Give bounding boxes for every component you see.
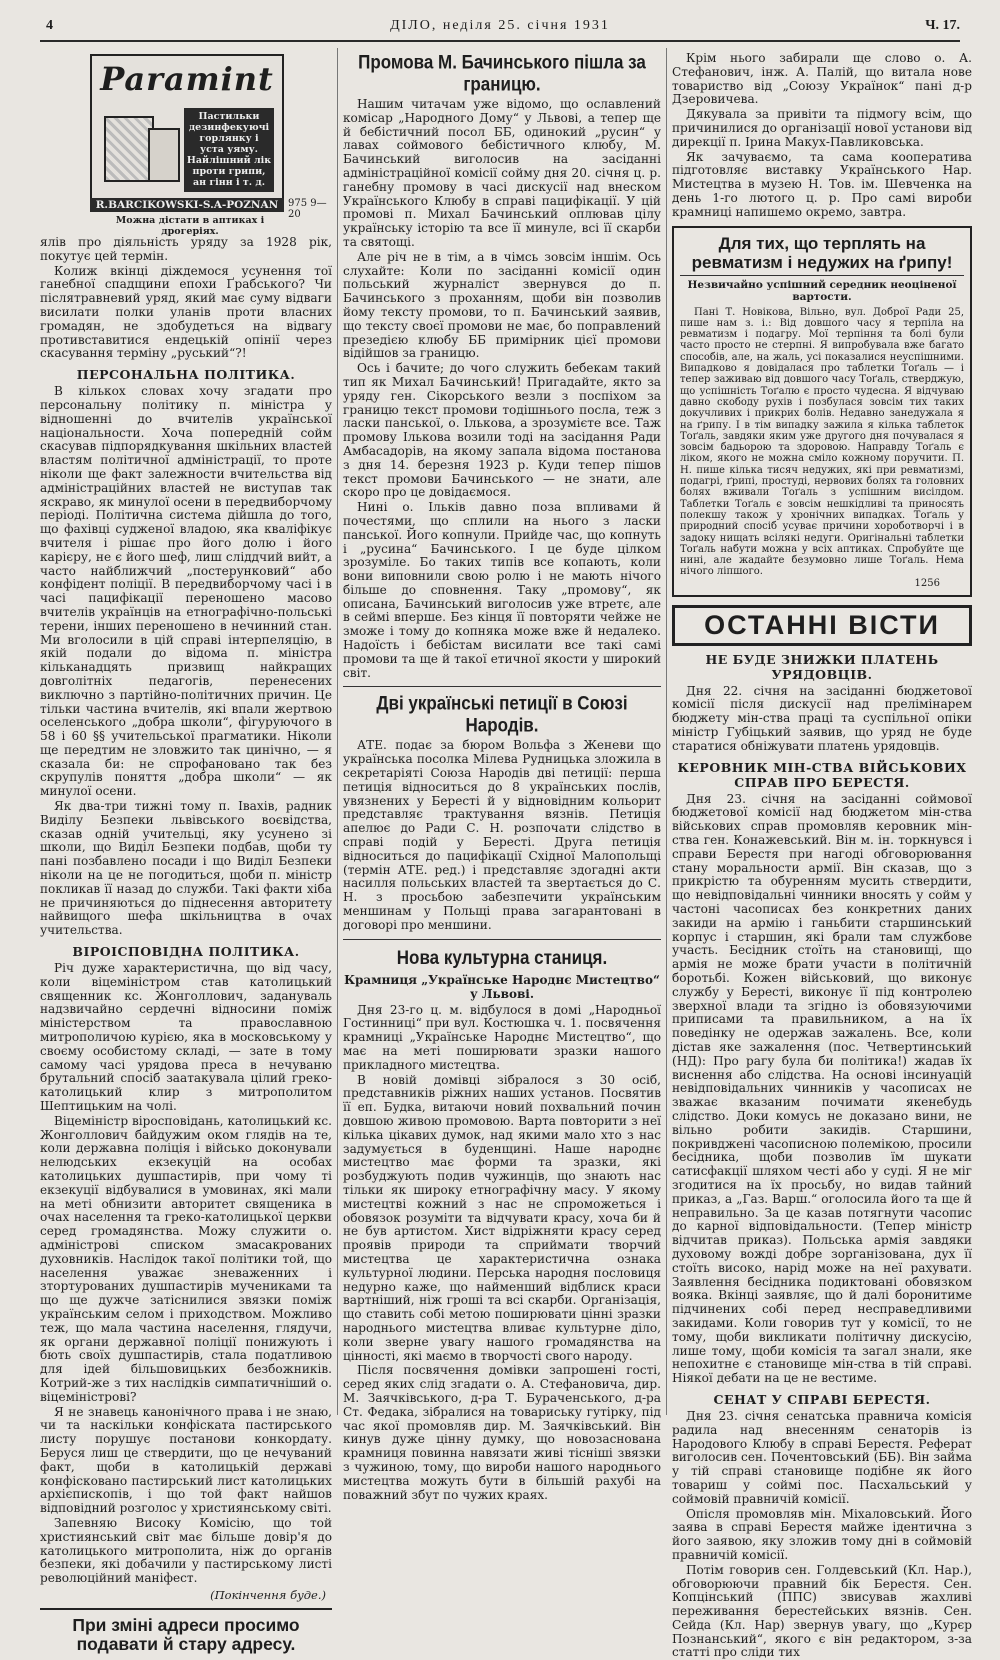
article-subheadline: Крамниця „Українське Народнє Мистецтво“ у Львові. [344, 972, 660, 1001]
news-paragraph: Дня 23. січня на засіданні соймової бюджетової комісії над бюджетом мін-ства військових справ промовляв керовник мін-ства ген. Конажевський. Він м. ін. торкнувся і справи Берестя при нагоді обговорювання стану моральности армії. Він сказав, що з прикрістю та обуренням мусить ствердити, що невідповідальні чинники вносять у сойм у частоні часописах без конкретних даних закиди на армію і ганьбити старшинський корпус і старшин, які брали там службове участь. Бесідник стоїть на становищі, що армія не може брати участи в політичній боротьбі. Кожен військовий, що виконує службу у Бересті, виконує її під контролею зверхної влади та згідно із обовязуючими приписами та правильником, а на їх поведінку не одержав зажалень. Все, коли дістав яке зажалення (пос. Четвертинський (НД): Про рагу була би політика!) жадав їх виснення або слідства. На основі інсинуацій невідповідальних чинників у часописах не зважає вказаним почимати якенебудь слідство. Доки комусь не доказано вини, не вільно робити закидів. Старшини, покривджені часописною полемікою, просили бесідника, щоби позволив їм шукати сатисфакції шляхом честі або у суді. Я не міг згодитися на їх просьбу, но видав тайний приказ, а „Газ. Варш.“ оголосила його та ще й неправильно. За це казав потягнути часопис до карної відповідальности. (Тепер міністр відчитав приказ). Польська армія завдяки духовому вожді добре зорганізована, дух її стоїть високо, нарід може на неї рахувати. Заявлення бесідника подиктовані обовязком вояка. Вкінці заявляє, що й далі боронитиме підчинених собі перед несправедливими закидами. Коли говорив тут у комісії, то не тому, щоби викликати політичну дискусію, лише тому, щоби комісія та загал знали, яке непохитне є становище мін-ства в тій справі. Ніякої дебати на це не вестиме. [672, 791, 972, 1386]
news-paragraph: Дня 23. січня сенатська правнича комісія радила над внесенням сенаторів із Народового Клюбу в справі Берестя. Реферат виголосив сен. Почентовський (ББ). Він займа у тій справі становище подібне як його товариш у соймі пос. Пасхальський у соймовій правничій комісії. [672, 1408, 972, 1506]
news-paragraph: Опісля промовляв мін. Міхаловський. Його заява в справі Берестя майже ідентична з його заявою, яку зложив тому дні в соймовій правничій комісії. [672, 1506, 972, 1562]
paramint-logo: Paramint [100, 60, 274, 98]
article-paragraph: Нашим читачам уже відомо, що ославлений комісар „Народного Дому“ у Львові, а тепер ще й бебістичний посол ББ, одинокий „русин“ у лавах соймового бебістичного клюбу, М. Бачинський виголосив на засіданні адміністраційної комісії сойму дня 20. січня ц. р. ганебну промову в часі дискусії над внеском Українського Клюбу в справі пацифікації. У цій промові п. Михал Бачинський оплював цілу українську історію та все її минуле, всі її скарби та святощі. [343, 97, 661, 249]
news-heading: СЕНАТ У СПРАВІ БЕРЕСТЯ. [713, 1391, 931, 1407]
article-separator [343, 686, 661, 687]
header-rule [40, 40, 960, 42]
medicine-bottle-icon [148, 128, 180, 182]
ad-number: 975 9—20 [288, 198, 327, 220]
article-paragraph: Ось і бачите; до чого служить бебекам такий тип як Михал Бачинський! Пригадайте, якто за уряду ген. Сікорського везли з поспіхом за границю текст промови тодішнього посла, теж з ласки панської, о. Ількова, а зрозумієте все. Таж промову Ількова возили тоді на засідання Ради Амбасадорів, на якому запала відома постанова з дня 14. березня 1923 р. Куди тепер пішов текст промови Бачинського — не знати, але скоро про це довідаємося. [343, 361, 661, 500]
right-column [672, 51, 972, 1660]
left-column [40, 52, 332, 1654]
article-paragraph: В кількох словах хочу згадати про персональну політику п. міністра у відношенні до вчителів української національности. Хоча попередній сойм скасував підпорядкування шкільних властей властям політичної адміністрації, то проте ніколи ще факт залежности вчительства від адміністраційних властей не виступав так яскраво, як минулої осени в передвиборчому періоді. Політична система дійшла до того, що фахівці судженої владою, яка кваліфікує вчителя і рішає про його долю і його карієру, не є його шеф, лиш сліддчий вийт, а часто найближчий „постерунковий“ або конфідент поліції. В передвиборчому часі і в часі пацифікації переношено масово вчителів українців на етнографічно-польські терени, інших переношено в нечинний стан. Ми вголосили в цій справі інтерпеляцію, в якій подали до відома п. міністра кільканадцять призвищ найкращих довголітніх педагогів, перенесених виключно з партійно-політичних причин. Це тільки частина вчителів, які впали жертвою оселенського „добра школи“, фігуруючого в 58 і 60 §§ учительської прагматики. Ніколи ще передтим не зловжито так цинічно, — я сказала би: не спрофановано так без скрупулів поняття „добра школи“ — як минулої осени. [40, 384, 332, 799]
togal-ad [672, 226, 972, 597]
paramint-ad [40, 52, 332, 237]
article-paragraph: Колиж вкінці діждемося усунення тої ганебної спадщини епохи Ґрабського? Чи післятравневий уряд, який має суму відваги висилати полки уланів проти власних громадян, не здобудеться на відвагу противставитися ендецькій опінії через скасування терміну „руський“?! [40, 263, 332, 361]
article-headline: Промова М. Бачинського пішла за границю. [358, 51, 646, 95]
article-paragraph: Після посвячення домівки запрошені гості, серед яких слід згадати о. А. Стефановича, дир. М. Заячківського, д-ра Т. Бураченського, д-ра Ст. Федака, зібралися на товариську гутірку, під час якої промовляв дир. М. Заячківський. Він кинув дуже цінну думку, що новозаснована крамниця повинна навязати живі тісніші звязки з чужиною, тому, що вироби нашого народнього мистецтва можуть бути в більшій рахубі на поважний збут по чужих краях. [343, 1363, 661, 1502]
article-paragraph: Нині о. Ільків давно поза впливами й почестями, що сплили на нього з ласки панської. Його копнули. Прийде час, що копнуть і „русина“ Бачинського. І це буде цілком зрозуміле. Бо таких типів все копають, коли вони виповнили свою ролю і не мають нічого більше до сповнення. Таку „промову“, як описана, Бачинський виголосив уже втретє, але в сеймі вперше. Без кінця її повторяти чейже не зможе і тому до копняка може вже й недалеко. Надоїсть і бебістам висилати все такі самі промови та ще й такої етичної якости у широкий світ. [343, 500, 661, 680]
page-header [40, 18, 960, 40]
article-paragraph: Річ дуже характеристична, що від часу, коли віцеміністром став католицький священник кс. Жонголлович, задануваль надзвичайно сердечні відносини поміж міністерством та православною митрополичою курією, яка в московському у своєму особистому складі, — зате в тому самому часі урядова преса в нечуваню брутальний спосіб заатакувала цілий греко-католицький клир з митрополитом Шептицьким на чолі. [40, 961, 332, 1114]
togal-ad-body: Пані Т. Новікова, Вільно, вул. Доброї Ради 25, пише нам з. і.: Від довшого часу я терпіла на ревматизм і подагру. Мої терпіння та болі були часто просто не стерпні. Я випробувала вже багато способів, але, на жаль, усі показалися неуспішними. Випадково я довідалася про таблетки Тоґаль — і тепер заживаю від довшого часу Тоґаль, стверджую, що успішність Тоґалю є просто чудесна. Я відчуваю давно скободу рухів і позбулася зовсім тих таких докучливих і прикрих болів. Недавно занедужала я на ґрипу. І в тім випадку зажила я кілька таблеток Тоґаль, завдяки яким уже другого дня почувалася я зовсім бадьорою та здоровою. Направду Тоґаль є ліком, якого не можна сміло кожному поручити. П. Н. пише кілька тисяч недужих, які при ревматизмі, подагрі, ґрипі, простуді, нервових болях та головних болях вживали Тоґаль з успішним висілдом. Таблетки Тоґаль є зовсім нешкідливі та приносять полекшу також у хронічних випадках. Тоґаль у природний спосіб усуває причини хороботворчі і в задоку нищать всілякі недуги. Оригінальні таблетки Тоґаль набути можна у всіх аптиках. Спробуйте ще нині, але жадайте безумовно лише Тоґаль. Нема нічого ліпшого. [680, 306, 964, 578]
article-paragraph: Але річ не в тім, а в чімсь зовсім іншім. Ось слухайте: Коли по засіданні комісії один польський журналіст звернувся до п. Бачинського з проханням, щоби він позволив йому тексту промови, то п. Бачинський заявив, що тексту своєї промови не має, бо поправлений презедією клюбу ББ примірник цієї промови відійшов за границю. [343, 249, 661, 361]
article-paragraph: АТЕ. подає за бюром Вольфа з Женеви що українська посолка Мілева Рудницька зложила в секретаріяті Союза Народів дві петиції: перша петиція відноситься до 8 українських послів, увязнених у Бересті й у відновідним кольорит представляє трактування вязнів. Петиція апелює до Ради С. Н. розпочати слідство в справі подій у Бересті. Друга петиція відноситься до пацифікації Східної Малопольщі (термін АТЕ. ред.) і представляє здогадні акти насилля польських властей та звертається до С. Н. з просьбою забезпечити українським меншинам у Польщі права загарантовані в договорі про меншини. [343, 738, 661, 932]
section-heading: ВІРОІСПОВІДНА ПОЛІТИКА. [72, 944, 300, 960]
article-paragraph: Як два-три тижні тому п. Івахів, радник Виділу Безпеки львівського воєвідства, сказав одній учительці, яку усунено зі школи, що Виділ Безпеки подбав, щоби ту пані позбавлено посади і що Виділ Безпеки ніколи на це не погодиться, щоби п. міністр покликав її назад до служби. Такі факти хіба не причиняються до піднесення авторитету найвищого шефа шкільництва в очах учительства. [40, 799, 332, 938]
issue-number: Ч. 17. [925, 18, 960, 33]
news-paragraph: Дня 22. січня на засіданні бюджетової комісії після дискусії над прелімінарем бюджету мін-ства праці та суспільної опіки міністр Губіцький заявив, що уряд не буде старатися обніжувати платень урядовців. [672, 683, 972, 753]
article-paragraph: Як зачуваємо, та сама кооператива підготовляє виставку Українського Нар. Мистецтва в музею Н. Тов. ім. Шевченка на день 1-го лютого ц. р. Про самі вироби крамниці напишемо окремо, завтра. [672, 149, 972, 219]
article-paragraph: В новій домівці зібралося з 30 осіб, представників ріжних наших установ. Посвятив її еп. Будка, витаючи новий похвальний почин довшою живою промовою. Варта повторити з неї кілька цікавих думок, над якими мало хто з нас задумується в буденщині. Наше народнє мистецтво має форми та зразки, які розбуджують подив чужинців, що знають нас тільки як широку етнографічну масу. У якому мистецтві кожний з нас не спроможеться і обовязок розуміти та відчувати красу, хоча би й не був артистом. Хист відріжняти красу серед проявів природи та сприймати творчий мистецтва це характеристична ознака культурної людини. Перська народня пословиця недурно каже, що найменший відблиск краси вартніший, ніж гроші та всі скарби. Організація, що ставить собі метою поширювати цінні зразки народнього мистецтва вливає культурне діло, коли зверне увагу нашого громадянства на цінності, які маємо в творчості свого народу. [343, 1072, 661, 1363]
news-heading: НЕ БУДЕ ЗНИЖКИ ПЛАТЕНЬ УРЯДОВЦІВ. [705, 651, 939, 682]
article-separator [343, 939, 661, 940]
article-headline: Нова культурна станиця. [396, 946, 608, 969]
section-heading: ПЕРСОНАЛЬНА ПОЛІТИКА. [76, 367, 296, 383]
article-headline: Дві українські петиції в Союзі Народів. [376, 692, 628, 737]
article-paragraph: Дякувала за привіти та підмогу всім, що причинилися до організації нової установи від дирекції п. Ірина Макух-Павликовська. [672, 107, 972, 149]
paramint-firm: R.BARCIKOWSKI-S.A-POZNAN [90, 198, 284, 212]
article-paragraph: ялів про діяльність уряду за 1928 рік, покутує цей термін. [40, 235, 332, 263]
column-divider [666, 48, 667, 1415]
column-divider [337, 48, 338, 1415]
latest-news-banner: ОСТАННІ ВІСТИ [672, 605, 972, 646]
article-paragraph: Запевняю Високу Комісію, що той християнський світ має більше довір'я до католицького митрополита, ніж до органів безпеки, які добачили у пастирському листі революційний маніфест. [40, 1515, 332, 1586]
paramint-claim: Пастильки дезинфекуючі горлянку і уста уяму. Найлішний лік проти грипи, ан гінн і т. д. [184, 108, 274, 192]
news-paragraph: Потім говорив сен. Голдевський (Кл. Нар.), обговорюючи правний бік Берестя. Сен. Копцінський (ППС) звисував жахливі переживання берестейських вязнів. Сен. Сейда (Кл. Нар) звернув увагу, що „Курєр Познанський“, якого є він редактором, з-за статті про сліди тих [672, 1562, 972, 1660]
masthead-date: ДІЛО, неділя 25. січня 1931 [390, 18, 610, 33]
paramint-availability: Можна дістати в аптиках і дрогеріях. [115, 215, 265, 237]
news-heading: КЕРОВНИК МІН-СТВА ВІЙСЬКОВИХ СПРАВ ПРО БЕРЕСТЯ. [677, 759, 967, 790]
ad-number: 1256 [914, 577, 940, 589]
page-number: 4 [46, 18, 53, 33]
article-paragraph: Дня 23-го ц. м. відбулося в домі „Народньої Гостинниці“ при вул. Костюшка ч. 1. посвячення крамниці „Українське Народнє Мистецтво“, що має на меті поширювати зразки нашого прикладного мистецтва. [343, 1002, 661, 1072]
address-change-notice: При зміні адреси просимо подавати й стару адресу. [40, 1608, 332, 1654]
paramint-ad-frame [90, 54, 284, 200]
togal-ad-subtitle: Незвичайно успішний середник неоціненої вартости. [680, 275, 964, 303]
article-paragraph: Віцеміністр віросповідань, католицький кс. Жонголлович байдужим оком глядів на те, коли державна поліція і військо доконували нелюдських екзекуцій на особах католицьких душпастирів, при чому ті екзекуції відбувалися в умовинах, які мали на меті обнизити авторитет священика в очах населення та греко-католицької церкви серед громадянства. Можу служити о. адміністрові списком змасакрованих духовників. Наслідок такої політики той, що населення уважає зневаженних і зтортурованих душпастирів мучениками та що ще дужче затіснилися звязки поміж українським селом і приходством. Можливо теж, що мала частина населення, глядучи, як органи державної поліції понижують і бють своїх душпастирів, стала податливою для ідей більшовицьких безбожників. Котрий-же з тих наслідків симпатичніший о. віцеміністрові? [40, 1113, 332, 1404]
continued-note: (Покінчення буде.) [210, 1587, 326, 1602]
article-paragraph: Крім нього забирали ще слово о. А. Стефанович, інж. А. Палій, що витала нове товариство від „Союзу Українок“ пані д-р Дзеровичева. [672, 51, 972, 107]
medicine-box-icon [104, 116, 154, 182]
togal-ad-title: Для тих, що терплять на ревматизм і недужих на ґрипу! [691, 233, 953, 272]
middle-column [343, 51, 661, 1502]
article-paragraph: Я не знавець канонічного права і не знаю, чи та наскільки конфіската пастирського листу порушує постанови конкордату. Беруся лиш це ствердити, що це нечуваний факт, щоби в католицькій державі конфісковано пастирський лист католицьких архієпископів, і що той факт найшов відповідний розголос у християнському світі. [40, 1404, 332, 1516]
